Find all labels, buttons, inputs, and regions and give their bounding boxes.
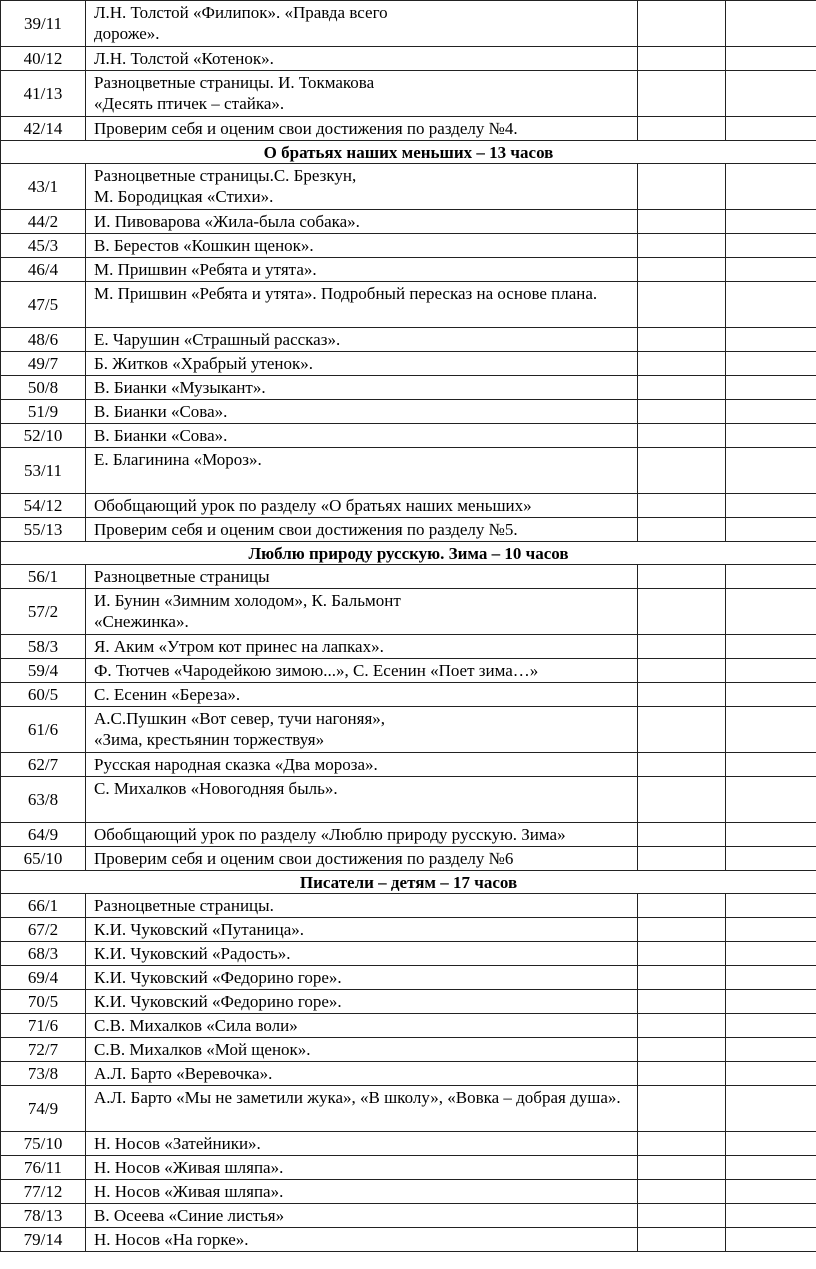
lesson-topic-line: Н. Носов «На горке». xyxy=(94,1230,249,1249)
lesson-row xyxy=(1,942,816,966)
lesson-topic-line: К.И. Чуковский «Путаница». xyxy=(94,920,305,939)
actual-date-cell xyxy=(726,589,816,635)
lesson-row xyxy=(1,894,816,918)
lesson-row xyxy=(1,234,816,258)
lesson-topic-line xyxy=(94,470,629,491)
lesson-topic xyxy=(86,1062,638,1086)
section-header-row xyxy=(1,141,816,164)
planned-date-cell xyxy=(638,777,726,823)
actual-date-cell xyxy=(726,400,816,424)
lesson-topic xyxy=(86,683,638,707)
planned-date-cell xyxy=(638,659,726,683)
lesson-number: 60/5 xyxy=(1,683,86,707)
planned-date-cell xyxy=(638,942,726,966)
section-header-row xyxy=(1,542,816,565)
actual-date-cell xyxy=(726,894,816,918)
lesson-topic xyxy=(86,1204,638,1228)
lesson-topic-line: Б. Житков «Храбрый утенок». xyxy=(94,354,314,373)
lesson-topic xyxy=(86,847,638,871)
planned-date-cell xyxy=(638,1062,726,1086)
lesson-topic-line: Разноцветные страницы.С. Брезкун, xyxy=(94,166,357,185)
lesson-topic-line: Н. Носов «Затейники». xyxy=(94,1134,261,1153)
lesson-row xyxy=(1,966,816,990)
lesson-row xyxy=(1,352,816,376)
lesson-row xyxy=(1,1086,816,1132)
planned-date-cell xyxy=(638,565,726,589)
lesson-number: 73/8 xyxy=(1,1062,86,1086)
lesson-row xyxy=(1,635,816,659)
lesson-topic xyxy=(86,328,638,352)
lesson-topic-line: Л.Н. Толстой «Котенок». xyxy=(94,49,274,68)
actual-date-cell xyxy=(726,1,816,47)
lesson-number: 56/1 xyxy=(1,565,86,589)
planned-date-cell xyxy=(638,918,726,942)
lesson-number: 65/10 xyxy=(1,847,86,871)
lesson-number: 39/11 xyxy=(1,1,86,47)
lesson-topic-line: Русская народная сказка «Два мороза». xyxy=(94,755,378,774)
lesson-topic xyxy=(86,1180,638,1204)
lesson-row xyxy=(1,847,816,871)
section-title: Люблю природу русскую. Зима – 10 часов xyxy=(1,542,816,565)
lesson-row xyxy=(1,589,816,635)
planned-date-cell xyxy=(638,376,726,400)
planned-date-cell xyxy=(638,328,726,352)
actual-date-cell xyxy=(726,448,816,494)
lesson-number: 49/7 xyxy=(1,352,86,376)
planned-date-cell xyxy=(638,71,726,117)
planned-date-cell xyxy=(638,1014,726,1038)
lesson-topic xyxy=(86,376,638,400)
actual-date-cell xyxy=(726,918,816,942)
planned-date-cell xyxy=(638,164,726,210)
planned-date-cell xyxy=(638,635,726,659)
lesson-row xyxy=(1,494,816,518)
actual-date-cell xyxy=(726,1156,816,1180)
lesson-row xyxy=(1,753,816,777)
lesson-topic-line: А.С.Пушкин «Вот север, тучи нагоняя», xyxy=(94,709,386,728)
lesson-row xyxy=(1,258,816,282)
lesson-topic-line: Ф. Тютчев «Чародейкою зимою...», С. Есенин «Поет зима…» xyxy=(94,661,539,680)
lesson-number: 54/12 xyxy=(1,494,86,518)
planned-date-cell xyxy=(638,1204,726,1228)
lesson-plan-body xyxy=(1,1,816,1252)
lesson-row xyxy=(1,990,816,1014)
lesson-topic xyxy=(86,258,638,282)
lesson-topic xyxy=(86,400,638,424)
lesson-topic-line: А.Л. Барто «Веревочка». xyxy=(94,1064,273,1083)
lesson-number: 71/6 xyxy=(1,1014,86,1038)
actual-date-cell xyxy=(726,164,816,210)
actual-date-cell xyxy=(726,258,816,282)
lesson-topic-line: И. Бунин «Зимним холодом», К. Бальмонт xyxy=(94,591,401,610)
lesson-topic xyxy=(86,1086,638,1132)
planned-date-cell xyxy=(638,518,726,542)
lesson-topic xyxy=(86,589,638,635)
planned-date-cell xyxy=(638,234,726,258)
actual-date-cell xyxy=(726,1086,816,1132)
lesson-topic-line: Е. Благинина «Мороз». xyxy=(94,450,262,469)
lesson-topic-line: Обобщающий урок по разделу «О братьях наших меньших» xyxy=(94,496,532,515)
lesson-topic-line: Н. Носов «Живая шляпа». xyxy=(94,1182,284,1201)
lesson-topic-line: Разноцветные страницы. xyxy=(94,896,274,915)
lesson-row xyxy=(1,683,816,707)
lesson-topic-line: В. Берестов «Кошкин щенок». xyxy=(94,236,314,255)
lesson-topic-line: «Десять птичек – стайка». xyxy=(94,94,285,113)
lesson-number: 61/6 xyxy=(1,707,86,753)
lesson-number: 63/8 xyxy=(1,777,86,823)
planned-date-cell xyxy=(638,352,726,376)
lesson-topic xyxy=(86,565,638,589)
planned-date-cell xyxy=(638,117,726,141)
lesson-row xyxy=(1,1228,816,1252)
actual-date-cell xyxy=(726,234,816,258)
lesson-number: 59/4 xyxy=(1,659,86,683)
lesson-topic-line: В. Бианки «Сова». xyxy=(94,426,228,445)
lesson-topic-line: Проверим себя и оценим свои достижения по разделу №4. xyxy=(94,119,518,138)
section-title: О братьях наших меньших – 13 часов xyxy=(1,141,816,164)
actual-date-cell xyxy=(726,1062,816,1086)
planned-date-cell xyxy=(638,847,726,871)
lesson-row xyxy=(1,1180,816,1204)
lesson-row xyxy=(1,210,816,234)
lesson-topic-line: В. Бианки «Музыкант». xyxy=(94,378,266,397)
lesson-topic xyxy=(86,282,638,328)
lesson-row xyxy=(1,1156,816,1180)
lesson-number: 47/5 xyxy=(1,282,86,328)
lesson-topic-line: М. Пришвин «Ребята и утята». Подробный пересказ на основе плана. xyxy=(94,284,598,303)
lesson-row xyxy=(1,448,816,494)
lesson-topic-line: Л.Н. Толстой «Филипок». «Правда всего xyxy=(94,3,388,22)
lesson-number: 75/10 xyxy=(1,1132,86,1156)
lesson-row xyxy=(1,328,816,352)
actual-date-cell xyxy=(726,659,816,683)
section-header-row xyxy=(1,871,816,894)
lesson-topic xyxy=(86,1,638,47)
lesson-row xyxy=(1,117,816,141)
actual-date-cell xyxy=(726,683,816,707)
lesson-row xyxy=(1,282,816,328)
lesson-topic xyxy=(86,448,638,494)
lesson-topic-line: В. Осеева «Синие листья» xyxy=(94,1206,285,1225)
planned-date-cell xyxy=(638,400,726,424)
planned-date-cell xyxy=(638,494,726,518)
lesson-number: 41/13 xyxy=(1,71,86,117)
lesson-topic-line: К.И. Чуковский «Радость». xyxy=(94,944,291,963)
lesson-topic xyxy=(86,635,638,659)
actual-date-cell xyxy=(726,117,816,141)
lesson-topic-line: «Снежинка». xyxy=(94,612,189,631)
lesson-topic xyxy=(86,1156,638,1180)
lesson-topic xyxy=(86,707,638,753)
lesson-topic-line: М. Пришвин «Ребята и утята». xyxy=(94,260,317,279)
lesson-number: 51/9 xyxy=(1,400,86,424)
lesson-topic-line: К.И. Чуковский «Федорино горе». xyxy=(94,968,342,987)
lesson-row xyxy=(1,1014,816,1038)
lesson-row xyxy=(1,400,816,424)
lesson-topic xyxy=(86,424,638,448)
lesson-number: 46/4 xyxy=(1,258,86,282)
actual-date-cell xyxy=(726,494,816,518)
lesson-number: 67/2 xyxy=(1,918,86,942)
lesson-topic-line: Разноцветные страницы. И. Токмакова xyxy=(94,73,375,92)
actual-date-cell xyxy=(726,47,816,71)
actual-date-cell xyxy=(726,635,816,659)
lesson-topic-line: Н. Носов «Живая шляпа». xyxy=(94,1158,284,1177)
lesson-number: 64/9 xyxy=(1,823,86,847)
lesson-row xyxy=(1,707,816,753)
lesson-row xyxy=(1,1204,816,1228)
lesson-topic xyxy=(86,117,638,141)
lesson-topic-line: С. Михалков «Новогодняя быль». xyxy=(94,779,338,798)
lesson-topic-line: Проверим себя и оценим свои достижения по разделу №5. xyxy=(94,520,518,539)
lesson-number: 53/11 xyxy=(1,448,86,494)
lesson-number: 45/3 xyxy=(1,234,86,258)
lesson-row xyxy=(1,1132,816,1156)
lesson-topic-line: Обобщающий урок по разделу «Люблю природу русскую. Зима» xyxy=(94,825,566,844)
planned-date-cell xyxy=(638,707,726,753)
actual-date-cell xyxy=(726,966,816,990)
lesson-topic xyxy=(86,918,638,942)
actual-date-cell xyxy=(726,352,816,376)
actual-date-cell xyxy=(726,565,816,589)
planned-date-cell xyxy=(638,1038,726,1062)
actual-date-cell xyxy=(726,753,816,777)
lesson-topic-line: Е. Чарушин «Страшный рассказ». xyxy=(94,330,341,349)
lesson-row xyxy=(1,823,816,847)
lesson-topic-line: дороже». xyxy=(94,24,160,43)
planned-date-cell xyxy=(638,210,726,234)
planned-date-cell xyxy=(638,683,726,707)
lesson-number: 50/8 xyxy=(1,376,86,400)
actual-date-cell xyxy=(726,942,816,966)
lesson-topic xyxy=(86,777,638,823)
lesson-topic-line: Проверим себя и оценим свои достижения по разделу №6 xyxy=(94,849,514,868)
actual-date-cell xyxy=(726,1038,816,1062)
actual-date-cell xyxy=(726,1180,816,1204)
lesson-topic xyxy=(86,966,638,990)
lesson-number: 68/3 xyxy=(1,942,86,966)
planned-date-cell xyxy=(638,1156,726,1180)
lesson-row xyxy=(1,659,816,683)
lesson-row xyxy=(1,71,816,117)
lesson-topic xyxy=(86,210,638,234)
lesson-number: 77/12 xyxy=(1,1180,86,1204)
lesson-topic-line: С.В. Михалков «Сила воли» xyxy=(94,1016,298,1035)
actual-date-cell xyxy=(726,990,816,1014)
actual-date-cell xyxy=(726,518,816,542)
lesson-row xyxy=(1,777,816,823)
actual-date-cell xyxy=(726,1204,816,1228)
lesson-topic-line: А.Л. Барто «Мы не заметили жука», «В школу», «Вовка – добрая душа». xyxy=(94,1088,621,1107)
planned-date-cell xyxy=(638,1086,726,1132)
actual-date-cell xyxy=(726,71,816,117)
lesson-number: 76/11 xyxy=(1,1156,86,1180)
lesson-topic-line: С.В. Михалков «Мой щенок». xyxy=(94,1040,311,1059)
actual-date-cell xyxy=(726,328,816,352)
lesson-number: 52/10 xyxy=(1,424,86,448)
planned-date-cell xyxy=(638,990,726,1014)
lesson-row xyxy=(1,1038,816,1062)
planned-date-cell xyxy=(638,258,726,282)
lesson-topic-line: И. Пивоварова «Жила-была собака». xyxy=(94,212,360,231)
lesson-number: 42/14 xyxy=(1,117,86,141)
lesson-number: 79/14 xyxy=(1,1228,86,1252)
lesson-topic-line: М. Бородицкая «Стихи». xyxy=(94,187,274,206)
lesson-number: 40/12 xyxy=(1,47,86,71)
lesson-topic xyxy=(86,1014,638,1038)
lesson-topic-line: «Зима, крестьянин торжествуя» xyxy=(94,730,325,749)
lesson-row xyxy=(1,518,816,542)
actual-date-cell xyxy=(726,282,816,328)
lesson-topic xyxy=(86,753,638,777)
lesson-topic-line: Разноцветные страницы xyxy=(94,567,270,586)
lesson-topic xyxy=(86,47,638,71)
lesson-number: 57/2 xyxy=(1,589,86,635)
lesson-number: 43/1 xyxy=(1,164,86,210)
lesson-number: 74/9 xyxy=(1,1086,86,1132)
lesson-topic xyxy=(86,1038,638,1062)
actual-date-cell xyxy=(726,1014,816,1038)
lesson-topic xyxy=(86,234,638,258)
section-title: Писатели – детям – 17 часов xyxy=(1,871,816,894)
lesson-row xyxy=(1,424,816,448)
lesson-number: 48/6 xyxy=(1,328,86,352)
lesson-number: 69/4 xyxy=(1,966,86,990)
lesson-topic xyxy=(86,164,638,210)
lesson-topic xyxy=(86,990,638,1014)
lesson-number: 66/1 xyxy=(1,894,86,918)
actual-date-cell xyxy=(726,707,816,753)
lesson-topic-line xyxy=(94,799,629,820)
lesson-row xyxy=(1,376,816,400)
actual-date-cell xyxy=(726,210,816,234)
lesson-row xyxy=(1,918,816,942)
planned-date-cell xyxy=(638,282,726,328)
lesson-topic xyxy=(86,659,638,683)
lesson-number: 72/7 xyxy=(1,1038,86,1062)
planned-date-cell xyxy=(638,1132,726,1156)
planned-date-cell xyxy=(638,1228,726,1252)
lesson-number: 55/13 xyxy=(1,518,86,542)
planned-date-cell xyxy=(638,894,726,918)
planned-date-cell xyxy=(638,823,726,847)
lesson-topic xyxy=(86,942,638,966)
lesson-number: 58/3 xyxy=(1,635,86,659)
lesson-topic-line: Я. Аким «Утром кот принес на лапках». xyxy=(94,637,384,656)
planned-date-cell xyxy=(638,448,726,494)
actual-date-cell xyxy=(726,847,816,871)
planned-date-cell xyxy=(638,589,726,635)
actual-date-cell xyxy=(726,1132,816,1156)
lesson-row xyxy=(1,1,816,47)
actual-date-cell xyxy=(726,777,816,823)
lesson-number: 78/13 xyxy=(1,1204,86,1228)
lesson-topic xyxy=(86,823,638,847)
lesson-topic-line: В. Бианки «Сова». xyxy=(94,402,228,421)
planned-date-cell xyxy=(638,1,726,47)
lesson-number: 70/5 xyxy=(1,990,86,1014)
lesson-topic xyxy=(86,894,638,918)
lesson-row xyxy=(1,164,816,210)
planned-date-cell xyxy=(638,753,726,777)
actual-date-cell xyxy=(726,376,816,400)
lesson-topic xyxy=(86,352,638,376)
planned-date-cell xyxy=(638,966,726,990)
lesson-topic xyxy=(86,1228,638,1252)
lesson-topic-line: С. Есенин «Береза». xyxy=(94,685,241,704)
lesson-topic xyxy=(86,518,638,542)
planned-date-cell xyxy=(638,424,726,448)
lesson-number: 62/7 xyxy=(1,753,86,777)
planned-date-cell xyxy=(638,47,726,71)
lesson-row xyxy=(1,47,816,71)
lesson-row xyxy=(1,565,816,589)
actual-date-cell xyxy=(726,823,816,847)
lesson-topic xyxy=(86,71,638,117)
planned-date-cell xyxy=(638,1180,726,1204)
lesson-topic xyxy=(86,1132,638,1156)
lesson-topic xyxy=(86,494,638,518)
actual-date-cell xyxy=(726,424,816,448)
actual-date-cell xyxy=(726,1228,816,1252)
lesson-topic-line: К.И. Чуковский «Федорино горе». xyxy=(94,992,342,1011)
lesson-row xyxy=(1,1062,816,1086)
lesson-number: 44/2 xyxy=(1,210,86,234)
